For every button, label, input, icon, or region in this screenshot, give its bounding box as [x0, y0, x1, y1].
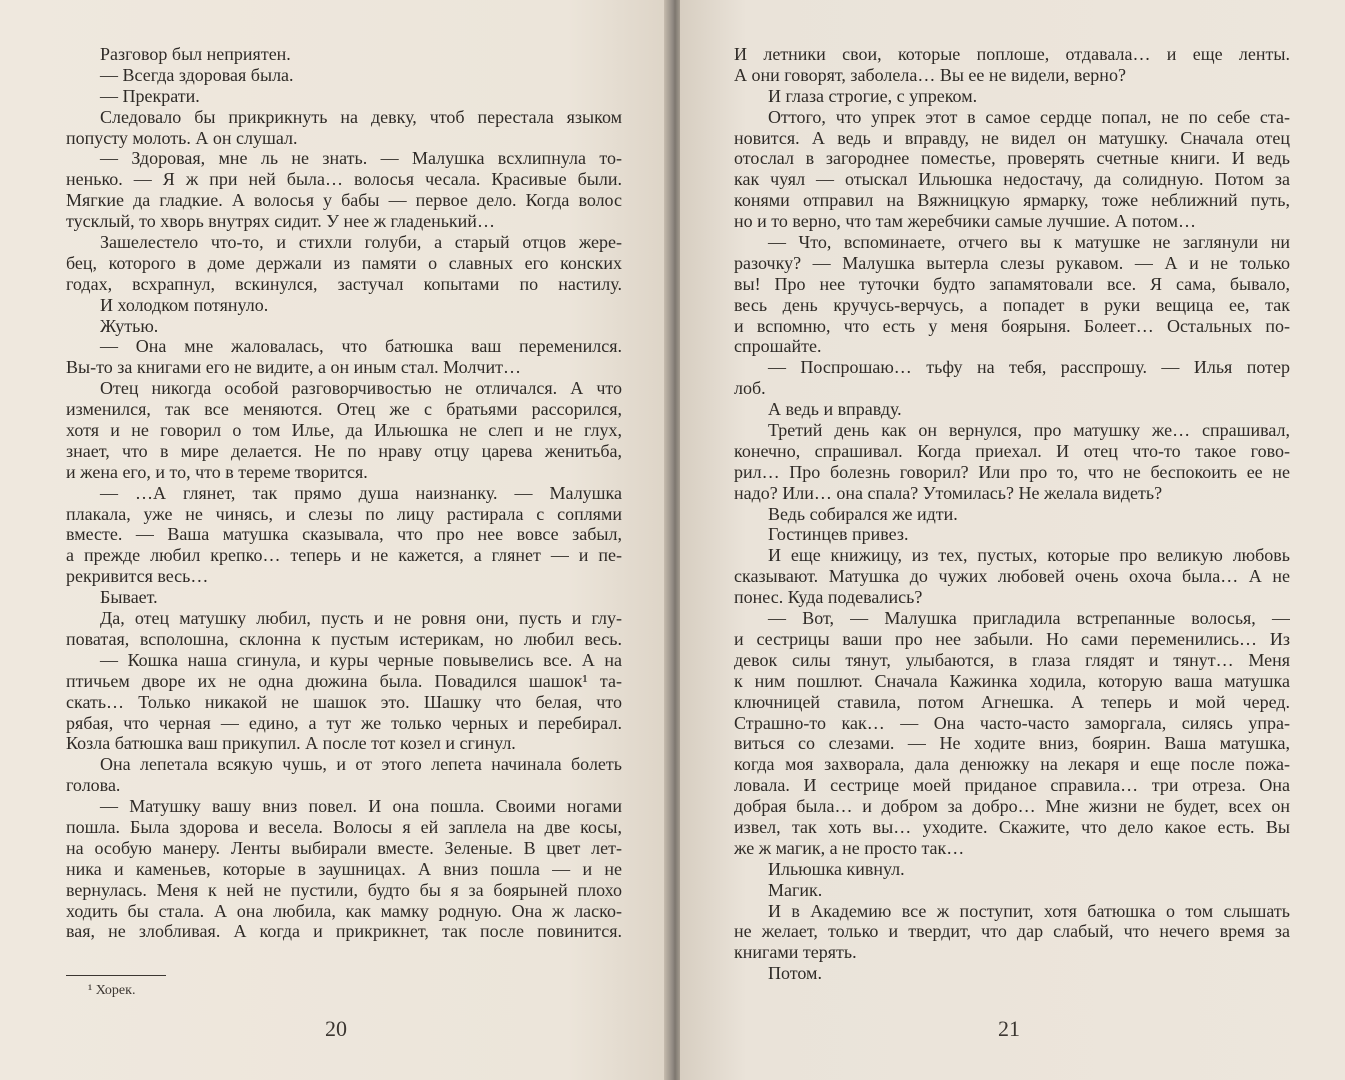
text-line: А ведь и вправду.	[768, 399, 902, 420]
text-line: конечно, спрашивал. Когда приехал. И отец что-то такое гово-	[734, 440, 1290, 461]
text-line: Следовало бы прикрикнуть на девку, чтоб перестала языком	[100, 106, 622, 127]
text-line: девок силы тянут, улыбаются, в глаза глядят и тянут… Меня	[734, 649, 1290, 670]
text-line: И глаза строгие, с упреком.	[768, 85, 978, 106]
text-line: виться со слезами. — Не ходите вниз, боярин. Ваша матушка,	[734, 733, 1290, 754]
text-line: тусклый, то хворь внутрях сидит. У нее ж гладенький…	[66, 211, 495, 232]
text-line: спрошайте.	[734, 336, 822, 357]
text-line: скать… Только никакой не шашок это. Шашку что белая, что	[66, 691, 622, 712]
footnote-rule	[66, 975, 166, 976]
text-line: сказывают. Матушка до чужих любовей очень охоча была… А не	[734, 566, 1290, 587]
text-line: надо? Или… она спала? Утомилась? Не желала видеть?	[734, 482, 1163, 503]
text-line: — Кошка наша сгинула, и куры черные повывелись все. А на	[100, 649, 622, 670]
text-line: — Она мне жаловалась, что батюшка ваш переменился.	[100, 336, 622, 357]
text-line: же ж магик, а не просто так…	[734, 837, 965, 858]
text-line: Зашелестело что-то, и стихли голуби, а старый отцов жере-	[100, 232, 622, 253]
text-line: ходить бы стала. А она любила, как мамку родную. Она ж ласко-	[66, 900, 622, 921]
text-line: ключницей ставила, потом Агнешка. А теперь и мой черед.	[734, 691, 1290, 712]
text-line: лоб.	[734, 378, 766, 399]
text-line: когда моя захворала, дала денюжку на лекаря и еще после пожа-	[734, 754, 1290, 775]
text-line: птичьем дворе их не одна дюжина была. Повадился шашок¹ та-	[66, 670, 622, 691]
text-line: Ведь собирался же идти.	[768, 503, 958, 524]
text-line: Да, отец матушку любил, пусть и не ровня они, пусть и глу-	[100, 608, 622, 629]
text-line: Третий день как он вернулся, про матушку же… спрашивал,	[768, 420, 1290, 441]
text-line: Магик.	[768, 879, 823, 900]
text-line: вернулась. Меня к ней не пустили, будто бы я за боярыней плохо	[66, 879, 622, 900]
text-line: И холодком потянуло.	[100, 294, 269, 315]
text-line: ненько. — Я ж при ней была… волосья чесала. Красивые были.	[66, 169, 622, 190]
text-line: извел, так хоть вы… уходите. Скажите, что дело какое есть. Вы	[734, 816, 1290, 837]
text-line: но и то верно, что там жеребчики самые лучшие. А потом…	[734, 211, 1197, 232]
text-line: Бывает.	[100, 587, 158, 608]
text-line: А они говорят, заболела… Вы ее не видели, верно?	[734, 64, 1126, 85]
text-line: годах, всхрапнул, вскинулся, застучал копытами по настилу.	[66, 273, 622, 294]
text-line: ловала. И сестрице моей приданое справила… три отреза. Она	[734, 775, 1290, 796]
text-line: Гостинцев привез.	[768, 524, 909, 545]
footnote: ¹ Хорек.	[88, 983, 136, 998]
text-line: вы! Про нее туточки будто запамятовали все. Я сама, бывало,	[734, 273, 1290, 294]
text-line: и сестрицы ваши про нее забыли. Но сами переменились… Из	[734, 628, 1290, 649]
text-line: Козла батюшка ваш прикупил. А после тот козел и сгинул.	[66, 733, 516, 754]
text-line: бец, которого в доме держали из памяти о славных его конских	[66, 252, 622, 273]
text-line: разочку? — Малушка вытерла слезы рукавом. — А и не только	[734, 252, 1290, 273]
text-line: Она лепетала всякую чушь, и от этого лепета начинала болеть	[100, 754, 622, 775]
text-line: — Вот, — Малушка пригладила встрепанные волосья, —	[768, 608, 1290, 629]
text-line: И летники свои, которые поплоше, отдавала… и еще ленты.	[734, 44, 1290, 64]
left-page	[0, 0, 668, 1080]
text-line: пошла. Была здорова и весела. Волосы я ей заплела на две косы,	[66, 816, 622, 837]
text-line: отослал в загороднее поместье, проверять счетные книги. И ведь	[734, 148, 1290, 169]
right-page	[680, 0, 1345, 1080]
text-line: Оттого, что упрек этот в самое сердце попал, не по себе ста-	[768, 106, 1290, 127]
text-line: изменился, так все меняются. Отец же с братьями рассорился,	[66, 399, 622, 420]
page-number-left: 20	[325, 1016, 347, 1041]
text-line: Потом.	[768, 963, 822, 984]
text-line: — Поспрошаю… тьфу на тебя, расспрошу. — Илья потер	[768, 357, 1290, 378]
right-page-text	[734, 44, 1290, 984]
text-line: новится. А ведь и вправду, не видел он матушку. Сначала отец	[734, 127, 1290, 148]
text-line: попусту молоть. А он слушал.	[66, 127, 298, 148]
text-line: И еще книжицу, из тех, пустых, которые про великую любовь	[768, 545, 1290, 566]
text-line: — Прекрати.	[100, 85, 200, 106]
text-line: — Что, вспоминаете, отчего вы к матушке не заглянули ни	[768, 232, 1290, 253]
text-line: понес. Куда подевались?	[734, 587, 923, 608]
text-line: вая, не злобливая. А когда и прикрикнет, так после повинится.	[66, 921, 622, 942]
text-line: книгами терять.	[734, 942, 857, 963]
text-line: рил… Про болезнь говорил? Или про то, что не беспокоить ее не	[734, 461, 1290, 482]
text-line: Вы-то за книгами его не видите, а он иным стал. Молчит…	[66, 357, 521, 378]
text-line: — Матушку вашу вниз повел. И она пошла. Своими ногами	[100, 796, 622, 817]
page-number-right: 21	[998, 1016, 1020, 1041]
text-line: плакала, уже не чинясь, и слезы по лицу растирала с соплями	[66, 503, 622, 524]
text-line: и жена его, и то, что в тереме творится.	[66, 461, 368, 482]
text-line: Отец никогда особой разговорчивостью не отличался. А что	[100, 378, 622, 399]
text-line: не желает, только и твердит, что дар слабый, что нечего время за	[734, 921, 1290, 942]
text-line: — …А глянет, так прямо душа наизнанку. — Малушка	[100, 482, 622, 503]
text-line: как чуял — отыскал Ильюшка недостачу, да солидную. Потом за	[734, 169, 1290, 190]
text-line: к ним пошлют. Сначала Кажинка ходила, которую ваша матушка	[734, 670, 1290, 691]
text-line: И в Академию все ж поступит, хотя батюшка о том слышать	[768, 900, 1290, 921]
text-line: и вспомню, что есть у меня боярыня. Болеет… Остальных по-	[734, 315, 1290, 336]
text-line: рябая, что черная — едино, а тут же только черных и перебирал.	[66, 712, 622, 733]
left-page-text	[66, 44, 622, 942]
text-line: Мягкие да гладкие. А волосья у бабы — первое дело. Когда волос	[66, 190, 622, 211]
text-line: хотя и не говорил о том Илье, да Ильюшка не слеп и не глух,	[66, 420, 622, 441]
text-line: знает, что в мире делается. Не по нраву отцу царева женитьба,	[66, 440, 622, 461]
text-line: поватая, всполошна, склонна к пустым истерикам, но любил весь.	[66, 628, 622, 649]
text-line: вместе. — Ваша матушка сказывала, что про нее вовсе забыл,	[66, 524, 622, 545]
text-line: Ильюшка кивнул.	[768, 858, 905, 879]
text-line: на особую манеру. Ленты выбирали вместе. Зеленые. В цвет лет-	[66, 837, 622, 858]
text-line: ника и каменьев, которые в заушницах. А вниз пошла — и не	[66, 858, 622, 879]
text-line: рекривится весь…	[66, 566, 209, 587]
text-line: конями отправил на Вяжницкую ярмарку, тоже неближний путь,	[734, 190, 1290, 211]
text-line: — Здоровая, мне ль не знать. — Малушка всхлипнула то-	[100, 148, 622, 169]
text-line: голова.	[66, 775, 121, 796]
text-line: Страшно-то как… — Она часто-часто заморгала, силясь упра-	[734, 712, 1290, 733]
text-line: Жутью.	[100, 315, 159, 336]
text-line: добрая была… и добром за добро… Мне жизни не будет, всех он	[734, 796, 1290, 817]
text-line: весь день кручусь-верчусь, а попадет в руки вещица ее, так	[734, 294, 1290, 315]
text-line: — Всегда здоровая была.	[100, 64, 294, 85]
text-line: Разговор был неприятен.	[100, 44, 291, 64]
text-line: а прежде любил крепко… теперь и не кажется, а глянет — и пе-	[66, 545, 622, 566]
